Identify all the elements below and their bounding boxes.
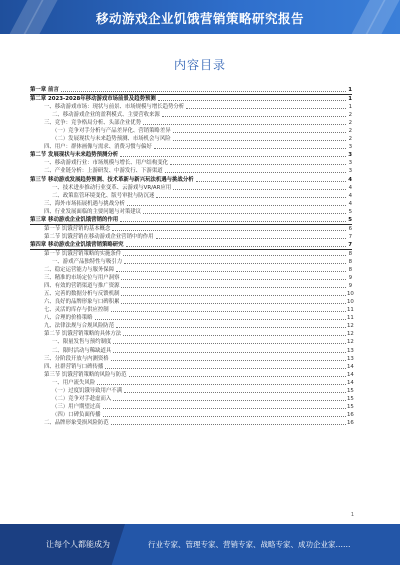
toc-entry-text: 二、限时活动与稀缺道具 <box>52 347 112 354</box>
toc-entry[interactable] <box>30 395 352 403</box>
toc-entry-page: 1 <box>348 104 352 111</box>
toc-entry-text: 四、用户：群体画像与需求、消费习惯与偏好 <box>44 144 152 151</box>
toc-entry-text: 三、竞争：竞争格局分析、头部企业优势 <box>44 120 142 127</box>
toc-leader-dots <box>124 391 346 393</box>
toc-entry[interactable] <box>30 241 352 250</box>
toc-entry-text: 四、行业发展面临的主要问题与对策建议 <box>44 208 142 215</box>
toc-entry-text: 四、社群营销与口碑传播 <box>44 363 104 370</box>
toc-entry[interactable] <box>30 298 352 306</box>
toc-entry-page: 10 <box>347 291 354 298</box>
toc-leader-dots <box>123 254 346 256</box>
toc-heading: 内容目录 <box>173 58 226 72</box>
toc-leader-dots <box>121 286 346 288</box>
toc-entry-text: 一、游戏产品独特性与吸引力 <box>52 258 123 265</box>
toc-entry[interactable] <box>30 143 352 151</box>
toc-entry-text: 五、完善的数据分析与反馈机制 <box>44 291 120 298</box>
toc-entry-page: 14 <box>347 379 354 386</box>
toc-entry[interactable] <box>30 322 352 330</box>
toc-entry[interactable] <box>30 103 352 111</box>
toc-leader-dots <box>103 407 346 409</box>
toc-entry-page: 5 <box>348 208 352 215</box>
toc-entry[interactable] <box>30 233 352 241</box>
toc-entry[interactable] <box>30 86 352 95</box>
toc-entry-text: 第一节 饥饿营销的基本概念 <box>44 225 111 232</box>
toc-entry-text: 第二节 饥饿营销策略的具体方法 <box>44 331 122 338</box>
toc-entry-text: 第二章 2023-2028年移动游戏市场前景及趋势预测 <box>30 96 156 103</box>
toc-entry[interactable] <box>30 379 352 387</box>
toc-entry-page: 4 <box>348 192 352 199</box>
toc-entry[interactable] <box>30 371 352 379</box>
toc-entry[interactable] <box>30 330 352 338</box>
header-banner <box>0 0 400 34</box>
toc-entry-page: 7 <box>348 241 352 248</box>
toc-entry-text: 三、海外市场拓展机遇与挑战分析 <box>44 200 125 207</box>
toc-entry-page: 7 <box>348 233 352 240</box>
page-number: 1 <box>350 512 354 518</box>
toc-entry-page: 3 <box>348 160 352 167</box>
toc-leader-dots <box>120 155 346 157</box>
report-title: 移动游戏企业饥饿营销策略研究报告 <box>95 11 304 26</box>
toc-entry[interactable] <box>30 338 352 346</box>
toc-entry-text: 一、技术进步推动行业变革、云游戏与VR/AR应用 <box>52 184 172 191</box>
toc-entry-page: 2 <box>348 120 352 127</box>
toc-entry[interactable] <box>30 419 352 427</box>
toc-entry[interactable] <box>30 290 352 298</box>
toc-entry-text: 第二节 饥饿营销在移动游戏企业营销中的作用 <box>44 233 154 240</box>
toc-entry-page: 11 <box>347 315 354 322</box>
toc-entry-text: 三、精准的市场定位与用户洞察 <box>44 275 120 282</box>
toc-leader-dots <box>121 294 346 296</box>
toc-leader-dots <box>97 383 346 385</box>
toc-entry-text: 二、政策监管环境变化、版号审批与防沉迷 <box>52 192 155 199</box>
toc-leader-dots <box>154 147 346 149</box>
toc-entry-text: 九、法律法规与合规风险防范 <box>44 323 115 330</box>
toc-entry[interactable] <box>30 127 352 135</box>
toc-leader-dots <box>121 278 346 280</box>
toc-entry-text: （二）发展现状与未来趋势预测、市场机会与风险 <box>52 136 171 143</box>
toc-entry-page: 8 <box>348 250 352 257</box>
toc-entry-page: 3 <box>348 144 352 151</box>
toc-entry[interactable] <box>30 314 352 322</box>
footer-banner <box>0 524 400 565</box>
toc-entry-page: 14 <box>347 363 354 370</box>
toc-leader-dots <box>143 123 346 125</box>
toc-leader-dots <box>105 367 346 369</box>
toc-leader-dots <box>113 342 346 344</box>
toc-entry-text: 一、移动游戏行业：市场规模与增长、用户结构变化 <box>44 160 168 167</box>
table-of-contents <box>30 86 352 427</box>
toc-entry-page: 12 <box>347 323 354 330</box>
toc-entry-text: （二）竞争对手趁虚而入 <box>52 395 112 402</box>
toc-entry[interactable] <box>30 159 352 167</box>
toc-entry-text: 七、灵活的库存与供应控制 <box>44 307 109 314</box>
toc-leader-dots <box>116 270 346 272</box>
toc-entry[interactable] <box>30 208 352 216</box>
toc-entry-text: （一）竞争对手分析与产品差异化、营销策略差异 <box>52 128 171 135</box>
toc-entry-text: 一、移动游戏市场：现状与前景、市场规模与增长趋势分析 <box>44 104 185 111</box>
toc-entry-text: 一、限量发售与预约制度 <box>52 339 112 346</box>
toc-leader-dots <box>173 131 346 133</box>
toc-entry-page: 8 <box>348 267 352 274</box>
toc-entry-text: 第三节 移动游戏发展趋势预测、技术革新与新兴玩法机遇与挑战分析 <box>30 176 194 183</box>
toc-entry[interactable] <box>30 274 352 282</box>
toc-leader-dots <box>158 99 346 101</box>
toc-entry[interactable] <box>30 258 352 266</box>
toc-entry-page: 15 <box>347 403 354 410</box>
toc-entry[interactable] <box>30 225 352 233</box>
toc-entry-page: 4 <box>348 176 352 183</box>
toc-leader-dots <box>111 359 346 361</box>
toc-entry-page: 4 <box>348 184 352 191</box>
toc-entry[interactable] <box>30 95 352 103</box>
toc-entry[interactable] <box>30 151 352 159</box>
toc-entry[interactable] <box>30 216 352 225</box>
toc-entry-text: 第四章 移动游戏企业饥饿营销策略研究 <box>30 241 124 248</box>
toc-leader-dots <box>123 334 346 336</box>
toc-entry-page: 4 <box>348 200 352 207</box>
toc-entry[interactable] <box>30 200 352 208</box>
toc-entry[interactable] <box>30 135 352 143</box>
toc-entry-text: 第三章 移动游戏企业饥饿营销的作用 <box>30 216 119 223</box>
toc-leader-dots <box>95 318 346 320</box>
toc-entry-text: 一、用户流失风险 <box>52 379 96 386</box>
toc-entry-page: 12 <box>347 339 354 346</box>
toc-leader-dots <box>129 375 346 377</box>
toc-entry-text: 第二节 发展现状与未来趋势预测分析 <box>30 152 119 159</box>
toc-entry-page: 15 <box>347 395 354 402</box>
toc-entry[interactable] <box>30 111 352 119</box>
toc-entry-text: 第一节 饥饿营销策略的实施条件 <box>44 250 122 257</box>
toc-leader-dots <box>121 302 346 304</box>
toc-entry-text: 六、良好的品牌形象与口碑积累 <box>44 299 120 306</box>
toc-entry-text: 二、移动游戏企业的盈利模式、主要营收来源 <box>52 112 160 119</box>
toc-entry-text: 第三节 饥饿营销策略的风险与防范 <box>44 371 127 378</box>
toc-leader-dots <box>156 196 346 198</box>
toc-leader-dots <box>111 423 346 425</box>
toc-leader-dots <box>173 188 346 190</box>
toc-entry-page: 8 <box>348 258 352 265</box>
toc-entry-page: 11 <box>347 307 354 314</box>
toc-entry[interactable] <box>30 347 352 355</box>
toc-entry-page: 1 <box>348 96 352 103</box>
toc-entry-text: 八、合理的价格策略 <box>44 315 93 322</box>
toc-entry-text: （四）口碑负面传播 <box>52 411 101 418</box>
toc-entry-text: 第一章 前言 <box>30 87 59 93</box>
toc-entry[interactable] <box>30 250 352 258</box>
toc-entry-page: 5 <box>348 216 352 223</box>
toc-entry-page: 12 <box>347 331 354 338</box>
toc-entry[interactable] <box>30 363 352 371</box>
toc-entry-page: 6 <box>348 225 352 232</box>
toc-entry-text: 二、产业链分析：上游研发、中游发行、下游渠道 <box>44 168 163 175</box>
toc-leader-dots <box>113 351 346 353</box>
toc-entry[interactable] <box>30 387 352 395</box>
toc-entry-text: （一）过度饥饿导致用户不满 <box>52 387 123 394</box>
toc-entry-page: 2 <box>348 136 352 143</box>
toc-leader-dots <box>120 220 346 222</box>
toc-entry-page: 15 <box>347 387 354 394</box>
toc-leader-dots <box>126 245 346 247</box>
toc-leader-dots <box>127 204 346 206</box>
toc-entry[interactable] <box>30 306 352 314</box>
toc-leader-dots <box>124 262 346 264</box>
toc-entry-page: 16 <box>347 411 354 418</box>
toc-entry[interactable] <box>30 355 352 363</box>
toc-entry-page: 16 <box>347 419 354 426</box>
toc-entry-text: （三）用户期望过高 <box>52 403 101 410</box>
toc-leader-dots <box>173 139 346 141</box>
toc-entry[interactable] <box>30 282 352 290</box>
toc-leader-dots <box>111 310 346 312</box>
toc-entry-page: 2 <box>348 112 352 119</box>
toc-entry-text: 二、稳定运营能力与服务保障 <box>44 267 115 274</box>
toc-leader-dots <box>103 415 346 417</box>
toc-entry-page: 14 <box>347 371 354 378</box>
toc-leader-dots <box>116 326 346 328</box>
toc-entry[interactable] <box>30 176 352 184</box>
toc-entry[interactable] <box>30 119 352 127</box>
toc-entry-page: 13 <box>347 347 354 354</box>
toc-leader-dots <box>196 180 346 182</box>
toc-leader-dots <box>113 399 346 401</box>
toc-entry-text: 三、分阶段开放与内测资格 <box>44 355 109 362</box>
toc-leader-dots <box>112 229 346 231</box>
toc-entry[interactable] <box>30 167 352 175</box>
toc-entry[interactable] <box>30 411 352 419</box>
toc-leader-dots <box>186 107 346 109</box>
toc-entry-page: 3 <box>348 168 352 175</box>
toc-leader-dots <box>156 237 346 239</box>
toc-entry[interactable] <box>30 184 352 192</box>
toc-leader-dots <box>162 115 346 117</box>
toc-entry-page: 3 <box>348 152 352 159</box>
toc-entry-page: 2 <box>348 128 352 135</box>
toc-entry-text: 四、有效的营销渠道与推广资源 <box>44 283 120 290</box>
toc-entry[interactable] <box>30 192 352 200</box>
toc-entry[interactable] <box>30 403 352 411</box>
toc-leader-dots <box>61 90 346 92</box>
toc-entry-page: 1 <box>348 87 352 93</box>
toc-entry-page: 10 <box>347 299 354 306</box>
toc-leader-dots <box>170 163 346 165</box>
toc-entry-text: 二、品牌形象受损风险防范 <box>44 419 109 426</box>
footer-slogan-left: 让每个人都能成为 <box>46 540 110 549</box>
toc-leader-dots <box>143 212 346 214</box>
toc-entry[interactable] <box>30 266 352 274</box>
toc-entry-page: 9 <box>348 283 352 290</box>
toc-entry-page: 9 <box>348 275 352 282</box>
footer-slogan-right: 行业专家、管理专家、营销专家、战略专家、成功企业家…… <box>148 540 351 549</box>
toc-leader-dots <box>165 171 346 173</box>
toc-entry-page: 13 <box>347 355 354 362</box>
